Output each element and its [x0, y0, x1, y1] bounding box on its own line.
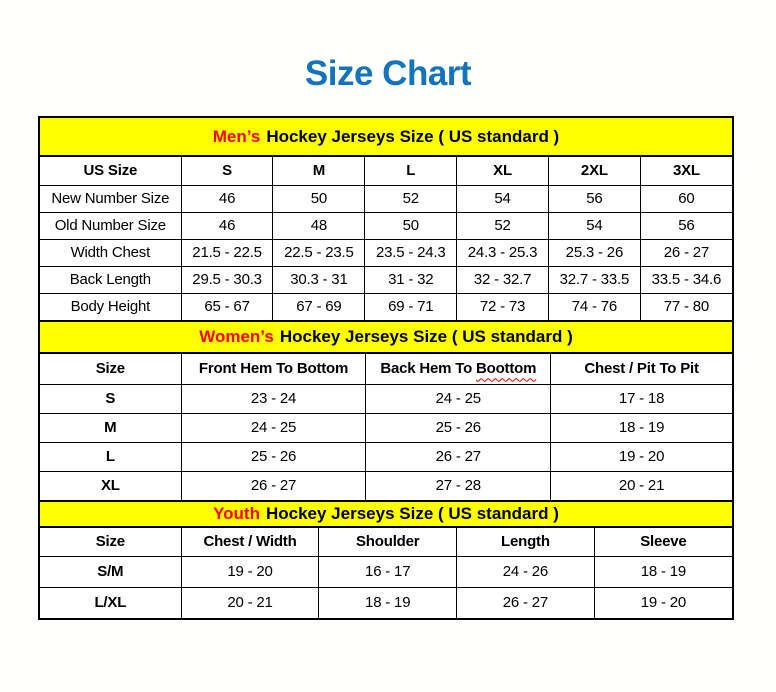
- row-label: New Number Size: [40, 185, 181, 212]
- cell: 25 - 26: [366, 413, 551, 442]
- column-header: 3XL: [640, 157, 732, 185]
- column-header: Shoulder: [319, 528, 457, 556]
- cell: 25.3 - 26: [548, 239, 640, 266]
- cell: 56: [640, 212, 732, 239]
- cell: 27 - 28: [366, 471, 551, 500]
- cell: 32 - 32.7: [457, 266, 549, 293]
- table-row: [40, 587, 732, 618]
- cell: 19 - 20: [551, 442, 732, 471]
- table-row: [40, 384, 732, 413]
- column-header: Front Hem To Bottom: [181, 354, 366, 384]
- womens-section-header: [40, 320, 732, 354]
- cell: 65 - 67: [181, 293, 273, 320]
- cell: 52: [457, 212, 549, 239]
- cell: 18 - 19: [551, 413, 732, 442]
- mens-section-header-highlight: Men’s: [212, 126, 261, 146]
- cell: 52: [365, 185, 457, 212]
- cell: 24 - 26: [457, 556, 595, 587]
- cell: 50: [365, 212, 457, 239]
- table-row: [40, 185, 732, 212]
- cell: 77 - 80: [640, 293, 732, 320]
- cell: 24 - 25: [181, 413, 366, 442]
- row-label: Old Number Size: [40, 212, 181, 239]
- cell: 26 - 27: [181, 471, 366, 500]
- mens-header-row: [40, 157, 732, 185]
- womens-header-row: [40, 354, 732, 384]
- cell: 18 - 19: [594, 556, 732, 587]
- womens-section-header-text: Hockey Jerseys Size ( US standard ): [279, 327, 573, 346]
- cell: 32.7 - 33.5: [548, 266, 640, 293]
- cell: 26 - 27: [457, 587, 595, 618]
- column-header: Chest / Pit To Pit: [551, 354, 732, 384]
- mens-size-table: [40, 157, 732, 320]
- row-label: L/XL: [40, 587, 181, 618]
- youth-section-header-highlight: Youth: [213, 504, 260, 523]
- youth-size-table: [40, 528, 732, 618]
- cell: 72 - 73: [457, 293, 549, 320]
- mens-section-header-text: Hockey Jerseys Size ( US standard ): [266, 126, 560, 146]
- column-header: US Size: [40, 157, 181, 185]
- cell: 46: [181, 185, 273, 212]
- cell: 25 - 26: [181, 442, 366, 471]
- table-row: [40, 471, 732, 500]
- cell: 69 - 71: [365, 293, 457, 320]
- table-row: [40, 293, 732, 320]
- row-label: Body Height: [40, 293, 181, 320]
- cell: 56: [548, 185, 640, 212]
- cell: 50: [273, 185, 365, 212]
- table-row: [40, 413, 732, 442]
- cell: 24.3 - 25.3: [457, 239, 549, 266]
- table-row: [40, 266, 732, 293]
- cell: 17 - 18: [551, 384, 732, 413]
- womens-section-header-highlight: Women’s: [199, 327, 274, 346]
- table-row: [40, 212, 732, 239]
- page-title: Size Chart: [304, 54, 472, 93]
- youth-header-row: [40, 528, 732, 556]
- row-label: S: [40, 384, 181, 413]
- row-label: M: [40, 413, 181, 442]
- column-header: S: [181, 157, 273, 185]
- column-header: L: [365, 157, 457, 185]
- cell: 48: [273, 212, 365, 239]
- cell: 67 - 69: [273, 293, 365, 320]
- cell: 33.5 - 34.6: [640, 266, 732, 293]
- cell: 74 - 76: [548, 293, 640, 320]
- column-header: Size: [40, 354, 181, 384]
- cell: 18 - 19: [319, 587, 457, 618]
- cell: 31 - 32: [365, 266, 457, 293]
- cell: 30.3 - 31: [273, 266, 365, 293]
- cell: 29.5 - 30.3: [181, 266, 273, 293]
- cell: 20 - 21: [551, 471, 732, 500]
- row-label: XL: [40, 471, 181, 500]
- row-label: L: [40, 442, 181, 471]
- row-label: S/M: [40, 556, 181, 587]
- cell: 60: [640, 185, 732, 212]
- column-header-misspelled: Back Hem To Boottom: [366, 354, 551, 384]
- row-label: Width Chest: [40, 239, 181, 266]
- table-row: [40, 239, 732, 266]
- table-row: [40, 442, 732, 471]
- column-header: Chest / Width: [181, 528, 319, 556]
- cell: 54: [457, 185, 549, 212]
- cell: 23 - 24: [181, 384, 366, 413]
- cell: 22.5 - 23.5: [273, 239, 365, 266]
- cell: 23.5 - 24.3: [365, 239, 457, 266]
- column-header: Length: [457, 528, 595, 556]
- cell: 16 - 17: [319, 556, 457, 587]
- cell: 54: [548, 212, 640, 239]
- cell: 26 - 27: [640, 239, 732, 266]
- cell: 20 - 21: [181, 587, 319, 618]
- table-row: [40, 556, 732, 587]
- cell: 19 - 20: [594, 587, 732, 618]
- mens-section-header: [40, 118, 732, 157]
- youth-section-header-text: Hockey Jerseys Size ( US standard ): [265, 504, 559, 523]
- column-header: Sleeve: [594, 528, 732, 556]
- row-label: Back Length: [40, 266, 181, 293]
- cell: 24 - 25: [366, 384, 551, 413]
- cell: 26 - 27: [366, 442, 551, 471]
- column-header: Size: [40, 528, 181, 556]
- column-header: XL: [457, 157, 549, 185]
- cell: 46: [181, 212, 273, 239]
- cell: 21.5 - 22.5: [181, 239, 273, 266]
- cell: 19 - 20: [181, 556, 319, 587]
- column-header: 2XL: [548, 157, 640, 185]
- womens-size-table: [40, 354, 732, 500]
- column-header: M: [273, 157, 365, 185]
- youth-section-header: [40, 500, 732, 528]
- size-chart: [38, 116, 734, 620]
